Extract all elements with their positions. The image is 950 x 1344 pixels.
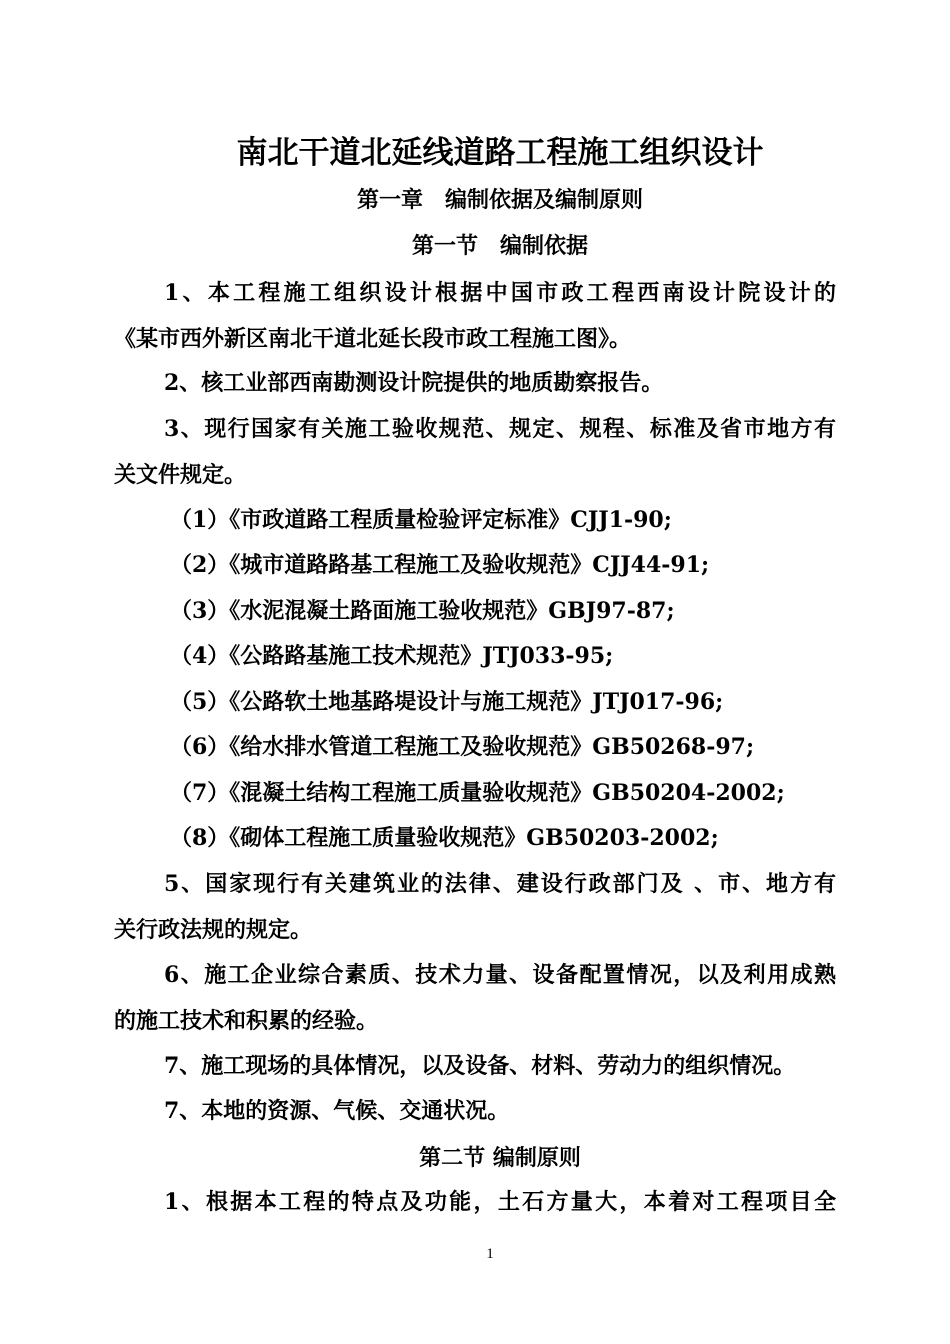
section-heading-2: 第二节 编制原则 [419,1146,581,1171]
standard-item: （5）《公路软土地基路堤设计与施工规范》JTJ017-96; [170,689,724,715]
paragraph-1-line-2: 《某市西外新区南北干道北延长段市政工程施工图》。 [114,326,632,352]
chapter-heading: 第一章 编制依据及编制原则 [356,188,643,213]
paragraph-7a: 7、施工现场的具体情况，以及设备、材料、劳动力的组织情况。 [164,1053,796,1079]
page-number: 1 [486,1246,494,1262]
paragraph-3-line-1: 3、现行国家有关施工验收规范、规定、规程、标准及省市地方有 [164,416,836,442]
paragraph-8-line-1: 1、根据本工程的特点及功能，土石方量大，本着对工程项目全 [164,1189,836,1215]
standard-item: （6）《给水排水管道工程施工及验收规范》GB50268-97; [170,734,755,760]
paragraph-1-line-1: 1、本工程施工组织设计根据中国市政工程西南设计院设计的 [164,280,836,306]
standard-item: （8）《砌体工程施工质量验收规范》GB50203-2002; [170,825,719,851]
section-heading-1: 第一节 编制依据 [411,234,588,259]
standard-item: （1）《市政道路工程质量检验评定标准》CJJ1-90; [170,507,672,533]
paragraph-3-line-2: 关文件规定。 [114,462,247,488]
standard-item: （4）《公路路基施工技术规范》JTJ033-95; [170,643,614,669]
standard-item: （2）《城市道路路基工程施工及验收规范》CJJ44-91; [170,552,710,578]
paragraph-5-line-1: 5、国家现行有关建筑业的法律、建设行政部门及 、市、地方有 [164,871,836,897]
paragraph-2: 2、核工业部西南勘测设计院提供的地质勘察报告。 [164,370,664,396]
paragraph-7b: 7、本地的资源、气候、交通状况。 [164,1098,510,1124]
document-title: 南北干道北延线道路工程施工组织设计 [236,135,764,171]
standard-item: （3）《水泥混凝土路面施工验收规范》GBJ97-87; [170,598,675,624]
paragraph-5-line-2: 关行政法规的规定。 [114,917,313,943]
paragraph-6-line-2: 的施工技术和积累的经验。 [114,1008,379,1034]
standard-item: （7）《混凝土结构工程施工质量验收规范》GB50204-2002; [170,780,785,806]
paragraph-6-line-1: 6、施工企业综合素质、技术力量、设备配置情况，以及利用成熟 [164,962,836,988]
